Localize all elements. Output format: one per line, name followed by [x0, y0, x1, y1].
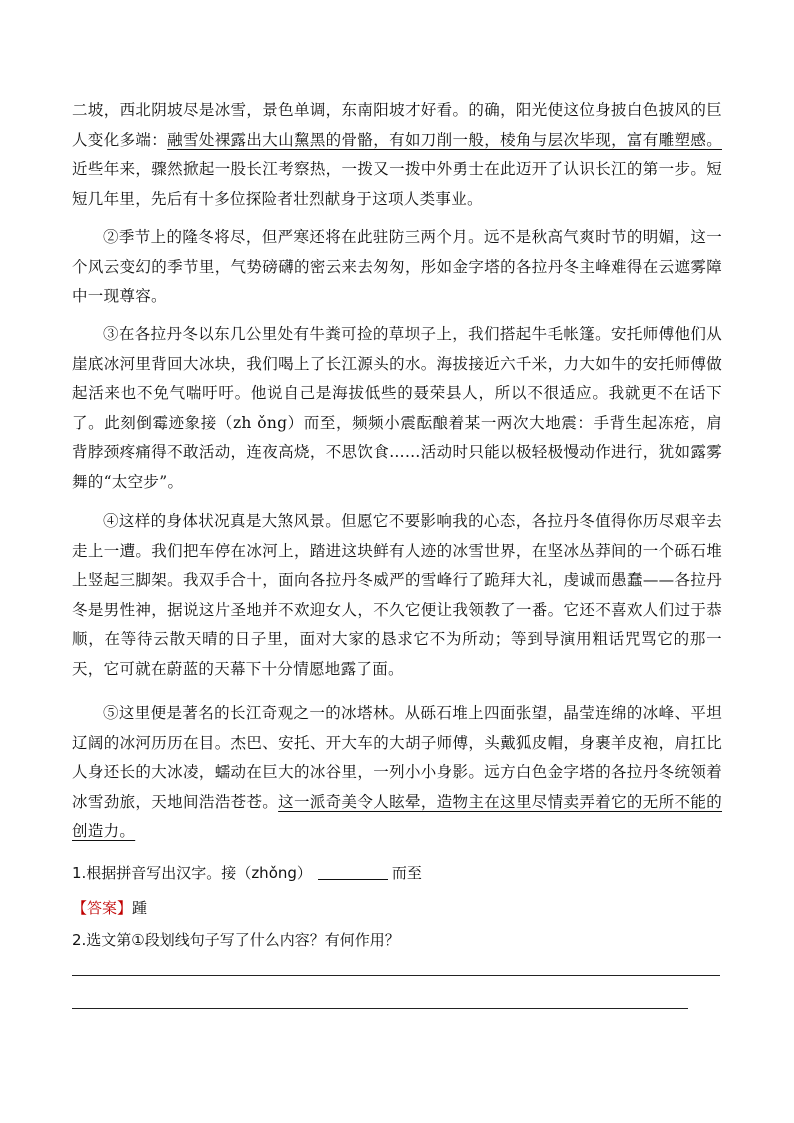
paragraph-1-text-a: 二坡，西北阴坡尽是冰雪，景色单调，东南阳坡才好看。的确，阳光使这位身披白色披风的巨人变化多端： — [72, 101, 722, 149]
answer-line-2[interactable] — [72, 1008, 688, 1009]
paragraph-1 — [72, 96, 722, 214]
paragraph-1-underlined-sentence: 融雪处裸露出大山黧黑的骨骼，有如刀削一般，棱角与层次毕现，富有雕塑感。 — [167, 130, 722, 149]
answer-line-1[interactable] — [72, 975, 720, 976]
paragraph-2: ②季节上的隆冬将尽，但严寒还将在此驻防三两个月。远不是秋高气爽时节的明媚，这一个风云变幻的季节里，气势磅礴的密云来去匆匆，彤如金字塔的各拉丹冬主峰难得在云遮雾障中一现尊容。 — [72, 228, 722, 305]
paragraph-5-text: ⑤这里便是著名的长江奇观之一的冰塔林。从砾石堆上四面张望，晶莹连绵的冰峰、平坦辽阔的冰河历历在目。杰巴、安托、开大车的大胡子师傅，头戴狐皮帽，身裹羊皮袍，肩扛比人身还长的大冰凌，蠕动在巨大的冰谷里，一列小小身影。远方白色金字塔的各拉丹冬统领着冰雪劲旅，天地间浩浩苍苍。 — [72, 704, 722, 811]
paragraph-5-underlined-sentence: 这一派奇美令人眩晕，造物主在这里尽情卖弄着它的无所不能的创造力。 — [72, 792, 723, 840]
question-1 — [72, 862, 422, 883]
question-1-prompt: 1.根据拼音写出汉字。接（zhǒng） — [72, 864, 312, 882]
question-2: 2.选文第①段划线句子写了什么内容？有何作用？ — [72, 931, 400, 949]
paragraph-3: ③在各拉丹冬以东几公里处有牛粪可捡的草坝子上，我们搭起牛毛帐篷。安托师傅他们从崖底冰河里背回大冰块，我们喝上了长江源头的水。海拔接近六千米，力大如牛的安托师傅做起活来也不免气喘吁吁。他说自己是海拔低些的聂荣县人，所以不很适应。我就更不在话下了。此刻倒霉迹象接（zh ǒng）而至，频频小震酝酿着某一两次大地震：手背生起冻疮，肩背脖颈疼痛得不敢活动，连夜高烧，不思饮食……活动时只能以极轻极慢动作进行，犹如露雾舞的“太空步”。 — [72, 325, 722, 491]
answer-text: 踵 — [132, 899, 148, 917]
answer-tag: 【答案】 — [72, 899, 133, 917]
answer-1 — [72, 897, 147, 918]
paragraph-4: ④这样的身体状况真是大煞风景。但愿它不要影响我的心态，各拉丹冬值得你历尽艰辛去走上一遭。我们把车停在冰河上，踏进这块鲜有人迹的冰雪世界，在坚冰丛莽间的一个砾石堆上竖起三脚架。我双手合十，面向各拉丹冬威严的雪峰行了跪拜大礼，虔诚而愚蠢——各拉丹冬是男性神，据说这片圣地并不欢迎女人，不久它便让我领教了一番。它还不喜欢人们过于恭顺，在等待云散天晴的日子里，面对大家的恳求它不为所动；等到导演用粗话咒骂它的那一天，它可就在蔚蓝的天幕下十分情愿地露了面。 — [72, 512, 722, 678]
answer-blank[interactable] — [318, 865, 388, 880]
paragraph-1-text-b: 近些年来，骤然掀起一股长江考察热，一拨又一拨中外勇士在此迈开了认识长江的第一步。短短几年里，先后有十多位探险者壮烈献身于这项人类事业。 — [72, 160, 722, 208]
paragraph-5 — [72, 699, 722, 847]
question-1-suffix: 而至 — [391, 864, 422, 882]
